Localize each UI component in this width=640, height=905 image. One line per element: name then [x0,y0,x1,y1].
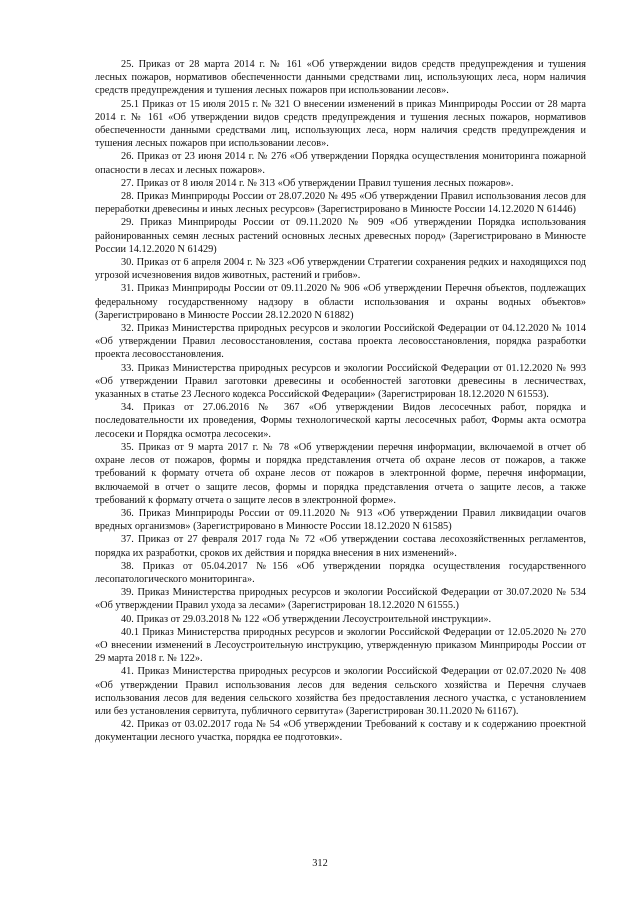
paragraph: 34. Приказ от 27.06.2016 № 367 «Об утверждении Видов лесосечных работ, порядка и последовательности их проведения, Формы технологической карты лесосечных работ, Формы акта осмотра лесосеки и Порядка осмотра лесосеки». [95,402,586,440]
paragraph: 33. Приказ Министерства природных ресурсов и экологии Российской Федерации от 01.12.2020 № 993 «Об утверждении Правил заготовки древесины и особенностей заготовки древесины в лесничествах, указанных в статье 23 Лесного кодекса Российской Федерации» (Зарегистрирован 18.12.2020 N 61553). [95,362,586,401]
paragraph: 38. Приказ от 05.04.2017 №156 «Об утверждении порядка осуществления государственного лесопатологического мониторинга». [95,560,586,585]
paragraph: 37. Приказ от 27 февраля 2017 года № 72 «Об утверждении состава лесохозяйственных регламентов, порядка их разработки, сроков их действия и порядка внесения в них изменений». [95,534,586,559]
paragraph: 40. Приказ от 29.03.2018 № 122 «Об утверждении Лесоустроительной инструкции». [121,613,492,625]
page-number: 312 [312,858,328,869]
document-body [95,58,586,745]
paragraph: 40.1 Приказ Министерства природных ресурсов и экологии Российской Федерации от 12.05.2020 № 270 «О внесении изменений в Лесоустроительную инструкцию, утвержденную приказом Минприроды России от 29 марта 2018 г. № 122». [95,626,586,665]
paragraph: 31. Приказ Минприроды России от 09.11.2020 № 906 «Об утверждении Перечня объектов, подлежащих федеральному государственному надзору в области использования и охраны водных объектов» (Зарегистрировано в Минюсте России 28.12.2020 N 61882) [95,283,586,321]
paragraph: 32. Приказ Министерства природных ресурсов и экологии Российской Федерации от 04.12.2020 № 1014 «Об утверждении Правил лесовосстановления, состава проекта лесовосстановления, порядка разработки проекта лесовосстановления. [95,323,586,361]
paragraph: 42. Приказ от 03.02.2017 года № 54 «Об утверждении Требований к составу и к содержанию проектной документации лесного участка, порядка ее подготовки». [95,719,586,744]
paragraph: 39. Приказ Министерства природных ресурсов и экологии Российской Федерации от 30.07.2020 № 534 «Об утверждении Правил ухода за лесами» (Зарегистрирован 18.12.2020 N 61555.) [95,587,586,612]
paragraph: 27. Приказ от 8 июля 2014 г. № 313 «Об утверждении Правил тушения лесных пожаров». [121,177,514,189]
paragraph: 25.1 Приказ от 15 июля 2015 г. № 321 О внесении изменений в приказ Минприроды России от 28 марта 2014 г. № 161 «Об утверждении видов средств предупреждения и тушения лесных пожаров, нормативов обеспеченности данными средствами лиц, использующих леса, норм наличия средств предупреждения и тушения лесных пожаров при использовании лесов». [95,98,586,150]
paragraph: 26. Приказ от 23 июня 2014 г. № 276 «Об утверждении Порядка осуществления мониторинга пожарной опасности в лесах и лесных пожаров». [95,151,586,176]
paragraph: 41. Приказ Министерства природных ресурсов и экологии Российской Федерации от 02.07.2020 № 408 «Об утверждении Правил использования лесов для ведения сельского хозяйства и Перечня случаев использования лесов для ведения сельского хозяйства без предоставления лесного участка, с установлением или без установления сервитута, публичного сервитута» (Зарегистрирован 30.11.2020 № 61167). [95,666,586,717]
paragraph: 30. Приказ от 6 апреля 2004 г. № 323 «Об утверждении Стратегии сохранения редких и находящихся под угрозой исчезновения видов животных, растений и грибов». [95,257,586,282]
paragraph: 36. Приказ Минприроды России от 09.11.2020 № 913 «Об утверждении Правил ликвидации очагов вредных организмов» (Зарегистрировано в Минюсте России 18.12.2020 N 61585) [95,507,586,533]
paragraph: 25. Приказ от 28 марта 2014 г. № 161 «Об утверждении видов средств предупреждения и тушения лесных пожаров, нормативов обеспеченности данными средствами лиц, использующих леса, норм наличия средств предупреждения и тушения лесных пожаров при использовании лесов». [95,59,586,97]
paragraph: 35. Приказ от 9 марта 2017 г. № 78 «Об утверждении перечня информации, включаемой в отчет об охране лесов от пожаров, формы и порядка представления отчета об охране лесов от пожаров, а также требований к формату отчета об охране лесов от пожаров в электронной форме, перечня информации, включаемой в отчет о защите лесов, формы и порядка представления отчета о защите лесов, а также требований к формату отчета о защите лесов в электронной форме». [95,441,586,506]
paragraph: 29. Приказ Минприроды России от 09.11.2020 № 909 «Об утверждении Порядка использования районированных семян лесных растений основных лесных древесных пород» (Зарегистрировано в Минюсте России 14.12.2020 N 61429) [95,217,586,255]
paragraph: 28. Приказ Минприроды России от 28.07.2020 № 495 «Об утверждении Правил использования лесов для переработки древесины и иных лесных ресурсов» (Зарегистрировано в Минюсте России 14.12.2020 N 61446) [95,191,586,216]
